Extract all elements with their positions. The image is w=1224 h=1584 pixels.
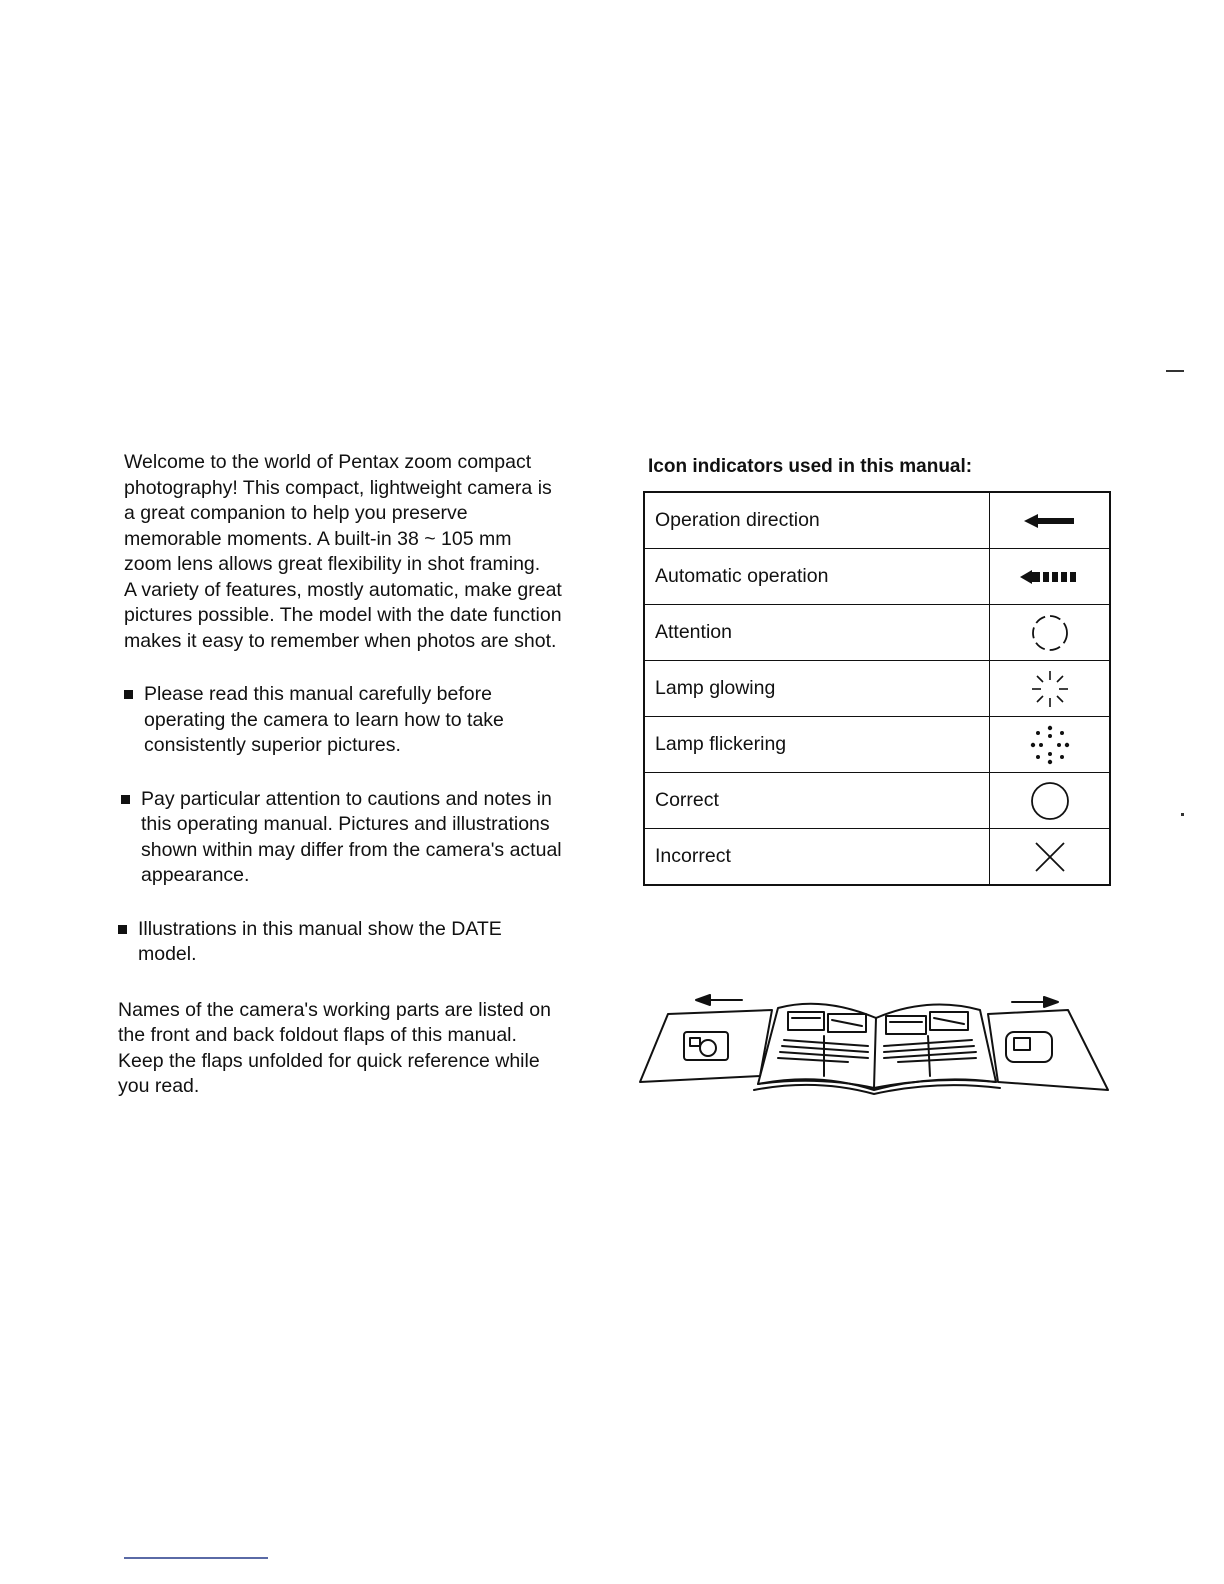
note-item [118,917,598,968]
closing-paragraph [118,998,598,1100]
intro-line: a great companion to help you preserve [124,502,468,524]
icon-row [644,605,1110,661]
bullet-square-icon [121,795,130,804]
intro-line: Welcome to the world of Pentax zoom compact [124,451,532,473]
icon-label: Correct [644,773,990,829]
closing-line: Keep the flaps unfolded for quick reference while [118,1049,540,1072]
dashed-circle-icon [1030,611,1070,655]
icon-row [644,829,1110,886]
dashed-arrow-left-icon [1018,567,1082,587]
footer-rule [124,1557,268,1559]
note-item [124,682,598,759]
margin-dot [1181,813,1184,816]
note-line: consistently superior pictures. [144,734,401,756]
front-flap [640,1010,772,1082]
icon-row [644,773,1110,829]
icon-label: Incorrect [655,845,731,867]
intro-line: memorable moments. A built-in 38 ~ 105 mm [124,527,512,550]
icon-label: Automatic operation [644,549,990,605]
note-line: this operating manual. Pictures and illustrations [141,813,550,835]
bullet-square-icon [118,925,127,934]
icon-row [644,492,1110,549]
solid-arrow-left-icon [1022,511,1078,531]
closing-line: Names of the camera's working parts are listed on [118,998,551,1021]
margin-mark [1166,370,1184,372]
icon-label: Lamp flickering [644,717,990,773]
icon-label: Attention [644,605,990,661]
intro-line: photography! This compact, lightweight camera is [124,476,552,499]
closing-line: the front and back foldout flaps of this manual. [118,1024,517,1046]
foldout-manual-illustration [638,990,1114,1100]
cross-icon [1030,837,1070,877]
note-line: Please read this manual carefully before [144,683,492,705]
note-line: Illustrations in this manual show the DATE [138,917,502,940]
note-item [121,787,598,889]
icon-row [644,661,1110,717]
note-line: operating the camera to learn how to take [144,708,504,731]
note-line: Pay particular attention to cautions and notes in [141,787,552,810]
icon-label: Lamp glowing [644,661,990,717]
lamp-flickering-icon [1028,723,1072,767]
circle-icon [1028,779,1072,823]
intro-line: pictures possible. The model with the date function [124,604,562,626]
intro-line: makes it easy to remember when photos are shot. [124,629,557,652]
icon-indicator-table [643,491,1111,886]
closing-line: you read. [118,1075,200,1097]
intro-line: zoom lens allows great flexibility in shot framing. [124,553,541,575]
intro-line: A variety of features, mostly automatic, make great [124,578,562,601]
icon-row [644,717,1110,773]
icon-row [644,549,1110,605]
bullet-square-icon [124,690,133,699]
notes-list [118,682,598,968]
note-line: shown within may differ from the camera's actual [141,838,562,861]
intro-column [118,450,598,1100]
intro-paragraph [124,450,598,654]
note-line: model. [138,943,197,965]
icon-section-title: Icon indicators used in this manual: [648,456,973,477]
note-line: appearance. [141,864,250,886]
icon-label: Operation direction [644,492,990,549]
lamp-glowing-icon [1028,667,1072,711]
